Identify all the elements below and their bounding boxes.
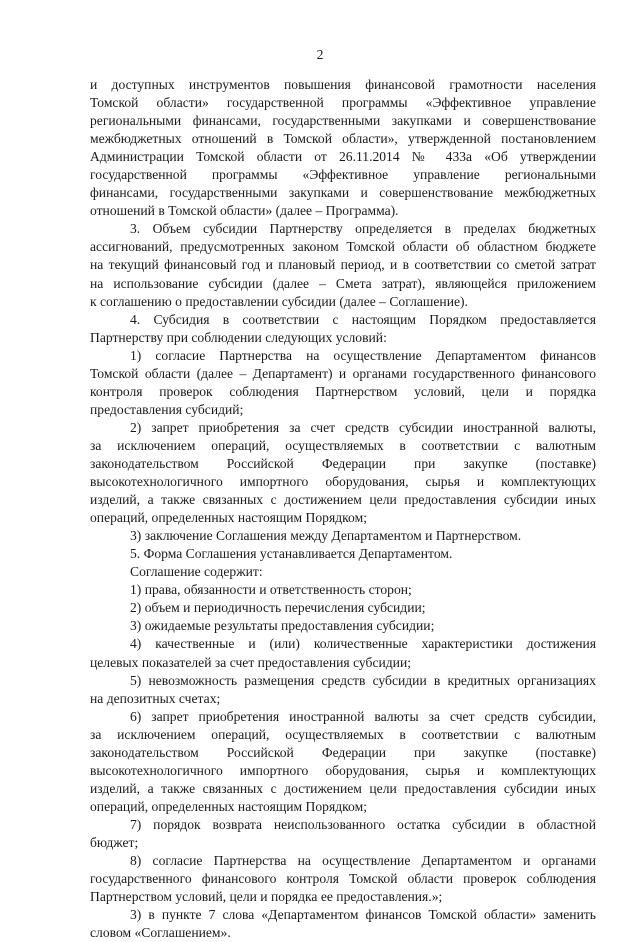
text-line: законодательством Российской Федерации при закупке (поставке) [90,744,596,760]
text-line: государственной программы «Эффективное управление региональными [90,167,596,183]
text-line: отношений в Томской области» (далее – Программа). [90,203,399,219]
text-line: 6) запрет приобретения иностранной валюты за счет средств субсидии, [130,708,596,724]
text-line: словом «Соглашением». [90,925,231,941]
text-line: 4) качественные и (или) количественные характеристики достижения [130,636,596,652]
text-line: на текущий финансовый год и плановый период, и в соответствии со сметой затрат [90,257,596,273]
text-line: 8) согласие Партнерства на осуществление Департаментом и органами [130,853,596,869]
document-body [90,76,596,942]
text-line: Партнерству при соблюдении следующих условий: [90,329,387,345]
text-line: ассигнований, предусмотренных законом Томской области об областном бюджете [90,239,596,255]
text-line: 3. Объем субсидии Партнерству определяется в пределах бюджетных [130,221,596,237]
text-line: 4. Субсидия в соответствии с настоящим Порядком предоставляется [130,311,596,327]
page-number: 2 [316,47,324,62]
text-line: 5. Форма Соглашения устанавливается Департаментом. [130,546,453,562]
text-line: на депозитных счетах; [90,690,221,706]
text-line: целевых показателей за счет предоставления субсидии; [90,654,412,670]
text-line: законодательством Российской Федерации при закупке (поставке) [90,455,596,471]
text-line: операций, определенных настоящим Порядком; [90,798,367,814]
text-line: предоставления субсидий; [90,401,244,417]
text-line: на использование субсидии (далее – Смета затрат), являющейся приложением [90,275,596,291]
text-line: 3) в пункте 7 слова «Департаментом финансов Томской области» заменить [130,907,596,923]
text-line: финансами, государственными закупками и совершенствование межбюджетных [90,185,596,201]
text-line: Томской области (далее – Департамент) и органами государственного финансового [90,365,596,381]
text-line: межбюджетных отношений в Томской области», утвержденной постановлением [90,131,596,147]
text-line: бюджет; [90,834,139,850]
text-line: 3) ожидаемые результаты предоставления субсидии; [130,618,435,634]
text-line: к соглашению о предоставлении субсидии (далее – Соглашение). [90,293,468,309]
text-line: Партнерством условий, цели и порядка ее предоставления.»; [90,889,443,905]
text-line: 7) порядок возврата неиспользованного остатка субсидии в областной [130,816,596,832]
text-line: за исключением операций, осуществляемых в соответствии с валютным [90,726,596,742]
text-line: высокотехнологичного импортного оборудования, сырья и комплектующих [90,474,596,490]
text-line: 5) невозможность размещения средств субсидии в кредитных организациях [130,672,596,688]
text-line: региональными финансами, государственными закупками и совершенствование [90,113,596,129]
text-line: изделий, а также связанных с достижением цели предоставления субсидии иных [90,492,596,508]
text-line: за исключением операций, осуществляемых в соответствии с валютным [90,437,596,453]
text-line: контроля проверок соблюдения Партнерством условий, цели и порядка [90,383,596,399]
text-line: 3) заключение Соглашения между Департаментом и Партнерством. [130,528,522,544]
text-line: изделий, а также связанных с достижением цели предоставления субсидии иных [90,780,596,796]
text-line: государственного финансового контроля Томской области проверок соблюдения [90,871,596,887]
text-line: Томской области» государственной программы «Эффективное управление [90,95,596,111]
text-line: высокотехнологичного импортного оборудования, сырья и комплектующих [90,762,596,778]
text-line: и доступных инструментов повышения финансовой грамотности населения [90,77,596,92]
text-line: 1) согласие Партнерства на осуществление Департаментом финансов [130,347,596,363]
text-line: 2) объем и периодичность перечисления субсидии; [130,600,426,616]
text-line: 2) запрет приобретения за счет средств субсидии иностранной валюты, [130,419,596,435]
text-line: операций, определенных настоящим Порядком; [90,510,367,526]
text-line: Администрации Томской области от 26.11.2014 № 433а «Об утверждении [90,149,596,165]
text-line: 1) права, обязанности и ответственность сторон; [130,582,412,598]
text-line: Соглашение содержит: [130,564,263,580]
